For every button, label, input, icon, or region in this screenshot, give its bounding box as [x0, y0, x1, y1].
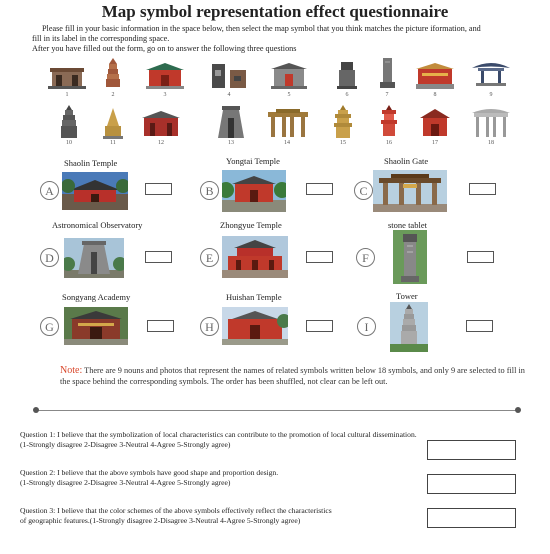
pagoda-icon[interactable] [92, 56, 134, 86]
divider [36, 410, 518, 411]
symbol-number: 2 [111, 92, 115, 98]
photo-astronomical-observatory [64, 238, 124, 278]
answer-box-f[interactable] [467, 251, 494, 263]
item-label-g: Songyang Academy [62, 292, 131, 302]
golden-pagoda-icon[interactable] [322, 104, 364, 140]
symbol-number: 14 [284, 140, 290, 146]
photo-shaolin-gate [373, 170, 447, 212]
tall-pagoda-icon[interactable] [48, 104, 90, 140]
symbol-number: 8 [433, 92, 437, 98]
item-label-a: Shaolin Temple [64, 158, 118, 168]
answer-box-g[interactable] [147, 320, 174, 332]
item-letter-g: G [40, 317, 59, 336]
answer-box-question-2[interactable] [427, 474, 516, 494]
item-letter-a: A [40, 181, 59, 200]
instruction-line-3: After you have filled out the form, go on to answer the following three questions [32, 44, 297, 53]
white-archway-icon[interactable] [470, 104, 512, 140]
photo-songyang-academy [64, 307, 128, 345]
item-letter-d: D [40, 248, 59, 267]
red-wall-hall-icon[interactable] [140, 108, 182, 140]
photo-shaolin-temple [62, 172, 128, 210]
golden-stupa-icon[interactable] [92, 106, 134, 140]
item-label-f: stone tablet [388, 220, 427, 230]
symbol-number: 10 [66, 140, 72, 146]
item-label-b: Yongtai Temple [226, 156, 280, 166]
item-letter-b: B [200, 181, 219, 200]
question-1-scale: (1-Strongly disagree 2-Disagree 3-Neutral 4-Agree 5-Strongly agree) [20, 439, 231, 449]
item-label-i: Tower [396, 291, 418, 301]
answer-box-e[interactable] [306, 251, 333, 263]
note-text: There are 9 nouns and photos that represent the names of related symbols written below 18 symbols, and only 9 are selected to fill in the space behind the corresponding symbols. The order has been shuffled, not clear can be left out. [60, 366, 525, 386]
divider-dot-left [33, 407, 39, 413]
divider-dot-right [515, 407, 521, 413]
answer-box-d[interactable] [145, 251, 172, 263]
question-2-scale: (1-Strongly disagree 2-Disagree 3-Neutral 4-Agree 5-Strongly agree) [20, 477, 231, 487]
answer-box-question-3[interactable] [427, 508, 516, 528]
photo-stone-tablet [393, 230, 427, 284]
symbol-number: 1 [65, 92, 69, 98]
question-1-text: Question 1: I believe that the symbolization of local characteristics can contribute to the promotion of local cultural dissemination. [20, 430, 417, 439]
instructions [32, 24, 532, 54]
answer-box-b[interactable] [306, 183, 333, 195]
instruction-line-2: fill in its label in the corresponding space. [32, 34, 170, 43]
answer-box-a[interactable] [145, 183, 172, 195]
item-letter-c: C [354, 181, 373, 200]
red-palace-icon[interactable] [414, 60, 456, 90]
symbol-number: 12 [158, 140, 164, 146]
photo-tower [390, 302, 428, 352]
symbol-number: 7 [385, 92, 389, 98]
answer-box-question-1[interactable] [427, 440, 516, 460]
photo-zhongyue-temple [222, 236, 288, 278]
symbol-number: 13 [228, 140, 234, 146]
symbol-number: 3 [163, 92, 167, 98]
pavilion-icon[interactable] [470, 58, 512, 88]
answer-box-h[interactable] [306, 320, 333, 332]
photo-huishan-temple [222, 307, 288, 345]
symbol-number: 15 [340, 140, 346, 146]
note-prefix: Note: [60, 365, 83, 376]
note [60, 366, 530, 387]
gray-gate-icon[interactable] [268, 60, 310, 90]
symbol-number: 17 [432, 140, 438, 146]
page-title: Map symbol representation effect questionnaire [101, 2, 449, 21]
symbol-number: 11 [110, 140, 116, 146]
red-pagoda-icon[interactable] [368, 104, 410, 140]
red-temple-icon[interactable] [144, 60, 186, 90]
item-label-c: Shaolin Gate [384, 156, 429, 166]
answer-box-i[interactable] [466, 320, 493, 332]
hall-building-icon[interactable] [46, 60, 88, 90]
observatory-icon[interactable] [210, 104, 252, 140]
stele-icon[interactable] [366, 56, 408, 86]
question-3-text: Question 3: I believe that the color schemes of the above symbols effectively reflect the characteristics [20, 506, 332, 515]
symbol-number: 18 [488, 140, 494, 146]
ruined-towers-icon[interactable] [208, 58, 250, 88]
symbol-number: 6 [345, 92, 349, 98]
symbol-number: 16 [386, 140, 392, 146]
red-shrine-icon[interactable] [414, 106, 456, 140]
symbol-number: 9 [489, 92, 493, 98]
item-letter-h: H [200, 317, 219, 336]
question-2-text: Question 2: I believe that the above symbols have good shape and proportion design. [20, 468, 279, 477]
symbol-number: 5 [287, 92, 291, 98]
instruction-line-1: Please fill in your basic information in the space below, then select the map symbol that you think matches the picture iformation, and [42, 24, 481, 33]
item-label-h: Huishan Temple [226, 292, 282, 302]
item-label-d: Astronomical Observatory [52, 220, 143, 230]
answer-box-c[interactable] [469, 183, 496, 195]
question-3-scale: of geographic features.(1-Strongly disagree 2-Disagree 3-Neutral 4-Agree 5-Strongly agree) [20, 515, 301, 525]
item-letter-i: I [357, 317, 376, 336]
item-letter-f: F [356, 248, 375, 267]
item-letter-e: E [200, 248, 219, 267]
memorial-archway-icon[interactable] [266, 106, 308, 140]
symbol-number: 4 [227, 92, 231, 98]
photo-yongtai-temple [222, 170, 286, 212]
stone-monument-icon[interactable] [326, 58, 368, 88]
item-label-e: Zhongyue Temple [220, 220, 282, 230]
